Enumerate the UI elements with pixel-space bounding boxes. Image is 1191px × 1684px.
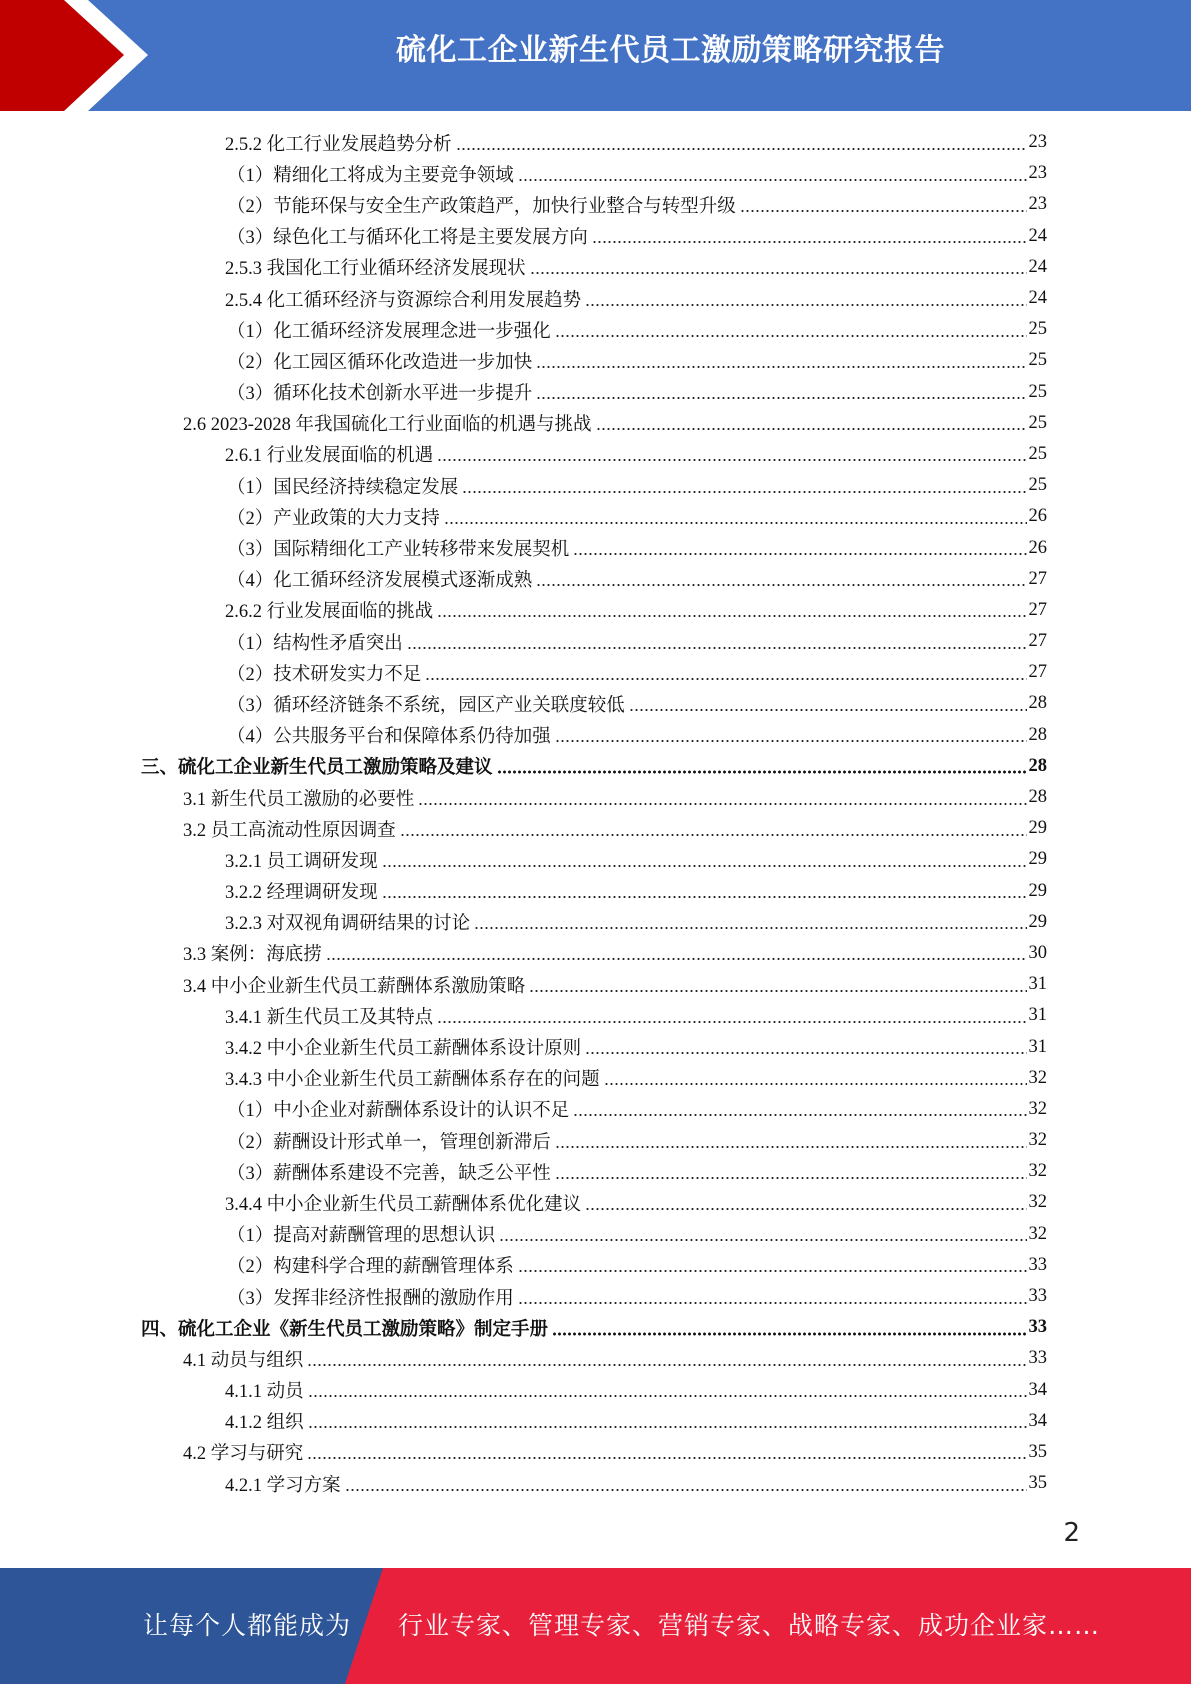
toc-entry-page-number: 24 (1028, 225, 1047, 246)
toc-dot-leader (529, 976, 1026, 994)
toc-dot-leader (400, 820, 1027, 838)
toc-dot-leader (555, 1163, 1027, 1181)
toc-entry-title: 4.2.1 学习方案 (225, 1475, 341, 1496)
toc-entry-title: 4.1.2 组织 (225, 1413, 304, 1434)
toc-dot-leader (536, 352, 1026, 370)
toc-entry[interactable] (0, 1312, 1191, 1343)
toc-entry-page-number: 31 (1028, 1005, 1047, 1026)
toc-entry-page-number: 26 (1028, 506, 1047, 527)
toc-entry[interactable] (0, 564, 1191, 595)
toc-entry-title: 3.2.2 经理调研发现 (225, 883, 378, 904)
toc-entry-page-number: 29 (1028, 880, 1047, 901)
toc-entry-title: （3）发挥非经济性报酬的激励作用 (227, 1288, 514, 1309)
toc-entry-title: （3）薪酬体系建设不完善，缺乏公平性 (227, 1163, 551, 1184)
toc-entry-title: 2.5.4 化工循环经济与资源综合利用发展趋势 (225, 290, 582, 311)
toc-entry-page-number: 28 (1028, 755, 1047, 776)
toc-entry-title: 4.1 动员与组织 (183, 1350, 304, 1371)
toc-entry[interactable] (0, 969, 1191, 1000)
toc-entry[interactable] (0, 1343, 1191, 1374)
toc-entry-title: （4）公共服务平台和保障体系仍待加强 (227, 727, 551, 748)
toc-entry-page-number: 27 (1028, 599, 1047, 620)
toc-dot-leader (573, 539, 1026, 557)
toc-entry[interactable] (0, 1406, 1191, 1437)
page-footer (0, 1568, 1191, 1684)
toc-entry-page-number: 29 (1028, 849, 1047, 870)
toc-entry[interactable] (0, 470, 1191, 501)
toc-dot-leader (497, 757, 1027, 775)
toc-entry[interactable] (0, 1031, 1191, 1062)
toc-entry-title: 3.4 中小企业新生代员工薪酬体系激励策略 (183, 976, 526, 997)
toc-entry-title: （3）绿色化工与循环化工将是主要发展方向 (227, 228, 588, 249)
toc-entry-page-number: 23 (1028, 194, 1047, 215)
toc-dot-leader (308, 1412, 1027, 1430)
toc-dot-leader (596, 414, 1027, 432)
toc-dot-leader (307, 1350, 1026, 1368)
toc-dot-leader (407, 633, 1027, 651)
toc-entry[interactable] (0, 283, 1191, 314)
toc-entry[interactable] (0, 657, 1191, 688)
toc-entry[interactable] (0, 127, 1191, 158)
toc-entry-page-number: 24 (1028, 256, 1047, 277)
toc-entry-title: 2.6.2 行业发展面临的挑战 (225, 602, 434, 623)
toc-entry-title: （1）精细化工将成为主要竞争领域 (227, 165, 514, 186)
toc-dot-leader (555, 1132, 1027, 1150)
toc-dot-leader (518, 1288, 1027, 1306)
toc-entry[interactable] (0, 1468, 1191, 1499)
toc-dot-leader (382, 882, 1027, 900)
toc-entry-page-number: 23 (1028, 132, 1047, 153)
toc-entry[interactable] (0, 408, 1191, 439)
toc-entry[interactable] (0, 844, 1191, 875)
toc-entry-title: 2.6.1 行业发展面临的机遇 (225, 446, 434, 467)
toc-entry-title: （2）构建科学合理的薪酬管理体系 (227, 1257, 514, 1278)
toc-entry[interactable] (0, 345, 1191, 376)
toc-entry[interactable] (0, 1000, 1191, 1031)
toc-dot-leader (585, 1038, 1026, 1056)
toc-entry-page-number: 27 (1028, 662, 1047, 683)
toc-dot-leader (585, 290, 1026, 308)
toc-entry[interactable] (0, 377, 1191, 408)
toc-entry[interactable] (0, 221, 1191, 252)
toc-entry[interactable] (0, 1187, 1191, 1218)
toc-dot-leader (518, 165, 1027, 183)
toc-entry-title: 2.5.3 我国化工行业循环经济发展现状 (225, 259, 526, 280)
toc-dot-leader (604, 1069, 1027, 1087)
toc-entry-title: 3.3 案例：海底捞 (183, 945, 322, 966)
toc-entry-title: 3.2.1 员工调研发现 (225, 851, 378, 872)
toc-entry-title: 3.2 员工高流动性原因调查 (183, 820, 396, 841)
toc-entry-page-number: 35 (1028, 1441, 1047, 1462)
toc-entry-page-number: 31 (1028, 974, 1047, 995)
toc-dot-leader (456, 134, 1027, 152)
toc-entry[interactable] (0, 532, 1191, 563)
toc-dot-leader (308, 1381, 1027, 1399)
toc-entry-title: 3.4.2 中小企业新生代员工薪酬体系设计原则 (225, 1039, 582, 1060)
toc-dot-leader (536, 570, 1026, 588)
toc-entry[interactable] (0, 1250, 1191, 1281)
toc-entry-title: 四、硫化工企业《新生代员工激励策略》制定手册 (141, 1319, 549, 1340)
toc-entry[interactable] (0, 189, 1191, 220)
toc-entry-page-number: 24 (1028, 288, 1047, 309)
document-title: 硫化工企业新生代员工激励策略研究报告 (396, 33, 945, 68)
toc-entry[interactable] (0, 688, 1191, 719)
toc-dot-leader (462, 477, 1026, 495)
toc-entry[interactable] (0, 1375, 1191, 1406)
toc-dot-leader (552, 1319, 1026, 1337)
toc-dot-leader (740, 196, 1027, 214)
toc-entry-title: （1）化工循环经济发展理念进一步强化 (227, 321, 551, 342)
footer-slogan-right: 行业专家、管理专家、营销专家、战略专家、成功企业家…… (398, 1611, 1101, 1640)
toc-entry-title: 4.2 学习与研究 (183, 1444, 304, 1465)
table-of-contents (0, 127, 1191, 1499)
toc-entry[interactable] (0, 1281, 1191, 1312)
toc-entry[interactable] (0, 314, 1191, 345)
toc-dot-leader (629, 695, 1027, 713)
toc-entry-title: （2）产业政策的大力支持 (227, 508, 440, 529)
toc-entry-page-number: 32 (1028, 1223, 1047, 1244)
toc-entry-page-number: 32 (1028, 1192, 1047, 1213)
toc-entry[interactable] (0, 626, 1191, 657)
toc-entry-title: （2）薪酬设计形式单一，管理创新滞后 (227, 1132, 551, 1153)
toc-entry-page-number: 29 (1028, 818, 1047, 839)
toc-dot-leader (555, 321, 1027, 339)
toc-entry-title: 3.4.3 中小企业新生代员工薪酬体系存在的问题 (225, 1070, 600, 1091)
toc-entry-page-number: 30 (1028, 942, 1047, 963)
toc-entry-page-number: 34 (1028, 1379, 1047, 1400)
toc-entry-title: （4）化工循环经济发展模式逐渐成熟 (227, 571, 533, 592)
toc-entry-title: 三、硫化工企业新生代员工激励策略及建议 (141, 758, 493, 779)
toc-dot-leader (307, 1443, 1026, 1461)
toc-entry-page-number: 26 (1028, 537, 1047, 558)
toc-entry-title: （1）国民经济持续稳定发展 (227, 477, 459, 498)
header-arrow-decoration (0, 0, 170, 111)
toc-entry-title: （3）国际精细化工产业转移带来发展契机 (227, 540, 570, 561)
toc-entry-page-number: 23 (1028, 163, 1047, 184)
toc-entry-page-number: 25 (1028, 350, 1047, 371)
toc-dot-leader (444, 508, 1027, 526)
toc-entry-page-number: 33 (1028, 1254, 1047, 1275)
toc-dot-leader (536, 383, 1026, 401)
toc-dot-leader (437, 601, 1026, 619)
footer-slogan-left: 让每个人都能成为 (143, 1611, 352, 1640)
toc-entry[interactable] (0, 813, 1191, 844)
toc-entry-page-number: 25 (1028, 443, 1047, 464)
toc-dot-leader (555, 726, 1027, 744)
toc-dot-leader (585, 1194, 1026, 1212)
toc-entry-page-number: 33 (1028, 1348, 1047, 1369)
toc-entry-title: （2）化工园区循环化改造进一步加快 (227, 352, 533, 373)
toc-entry-page-number: 29 (1028, 911, 1047, 932)
toc-entry-page-number: 34 (1028, 1410, 1047, 1431)
toc-entry-title: 3.4.4 中小企业新生代员工薪酬体系优化建议 (225, 1194, 582, 1215)
toc-entry[interactable] (0, 1156, 1191, 1187)
toc-entry-title: 2.5.2 化工行业发展趋势分析 (225, 134, 452, 155)
toc-entry-page-number: 32 (1028, 1130, 1047, 1151)
toc-entry-page-number: 28 (1028, 693, 1047, 714)
toc-dot-leader (345, 1475, 1027, 1493)
toc-entry-page-number: 33 (1028, 1317, 1047, 1338)
toc-entry[interactable] (0, 876, 1191, 907)
toc-dot-leader (573, 1100, 1026, 1118)
toc-entry-title: （1）中小企业对薪酬体系设计的认识不足 (227, 1101, 570, 1122)
toc-entry-title: （1）提高对薪酬管理的思想认识 (227, 1226, 496, 1247)
toc-entry-title: （2）节能环保与安全生产政策趋严，加快行业整合与转型升级 (227, 196, 736, 217)
toc-entry-page-number: 27 (1028, 631, 1047, 652)
toc-entry-page-number: 31 (1028, 1036, 1047, 1057)
toc-entry[interactable] (0, 252, 1191, 283)
toc-entry-title: 3.2.3 对双视角调研结果的讨论 (225, 914, 471, 935)
toc-entry-page-number: 25 (1028, 475, 1047, 496)
toc-entry[interactable] (0, 501, 1191, 532)
toc-entry-title: （1）结构性矛盾突出 (227, 633, 403, 654)
toc-entry-page-number: 27 (1028, 568, 1047, 589)
toc-entry-page-number: 25 (1028, 319, 1047, 340)
toc-dot-leader (418, 789, 1026, 807)
page-header (0, 0, 1191, 111)
toc-entry-page-number: 28 (1028, 787, 1047, 808)
toc-entry[interactable] (0, 439, 1191, 470)
toc-entry[interactable] (0, 1437, 1191, 1468)
toc-entry-title: （3）循环经济链条不系统，园区产业关联度较低 (227, 695, 625, 716)
toc-entry[interactable] (0, 595, 1191, 626)
toc-entry-page-number: 28 (1028, 724, 1047, 745)
toc-entry-page-number: 32 (1028, 1067, 1047, 1088)
toc-dot-leader (474, 913, 1026, 931)
toc-entry[interactable] (0, 1063, 1191, 1094)
toc-entry-page-number: 25 (1028, 412, 1047, 433)
toc-entry-title: 3.4.1 新生代员工及其特点 (225, 1007, 434, 1028)
toc-entry[interactable] (0, 158, 1191, 189)
toc-entry[interactable] (0, 907, 1191, 938)
toc-entry[interactable] (0, 720, 1191, 751)
toc-entry-page-number: 32 (1028, 1098, 1047, 1119)
toc-dot-leader (592, 227, 1027, 245)
toc-entry[interactable] (0, 1219, 1191, 1250)
toc-entry-page-number: 32 (1028, 1161, 1047, 1182)
toc-dot-leader (437, 445, 1026, 463)
page-number: 2 (1063, 1518, 1080, 1548)
toc-entry[interactable] (0, 938, 1191, 969)
toc-dot-leader (437, 1007, 1026, 1025)
toc-entry-title: （2）技术研发实力不足 (227, 664, 422, 685)
toc-entry[interactable] (0, 1125, 1191, 1156)
toc-dot-leader (425, 664, 1026, 682)
toc-entry-page-number: 35 (1028, 1473, 1047, 1494)
toc-dot-leader (530, 258, 1027, 276)
toc-entry-title: 4.1.1 动员 (225, 1382, 304, 1403)
toc-entry-page-number: 33 (1028, 1286, 1047, 1307)
toc-dot-leader (382, 851, 1027, 869)
toc-entry-title: 3.1 新生代员工激励的必要性 (183, 789, 415, 810)
toc-entry-title: 2.6 2023-2028 年我国硫化工行业面临的机遇与挑战 (183, 415, 592, 436)
toc-entry-title: （3）循环化技术创新水平进一步提升 (227, 384, 533, 405)
toc-dot-leader (499, 1225, 1026, 1243)
toc-entry[interactable] (0, 782, 1191, 813)
toc-dot-leader (518, 1256, 1027, 1274)
toc-dot-leader (326, 944, 1027, 962)
toc-entry-page-number: 25 (1028, 381, 1047, 402)
toc-entry[interactable] (0, 751, 1191, 782)
toc-entry[interactable] (0, 1094, 1191, 1125)
